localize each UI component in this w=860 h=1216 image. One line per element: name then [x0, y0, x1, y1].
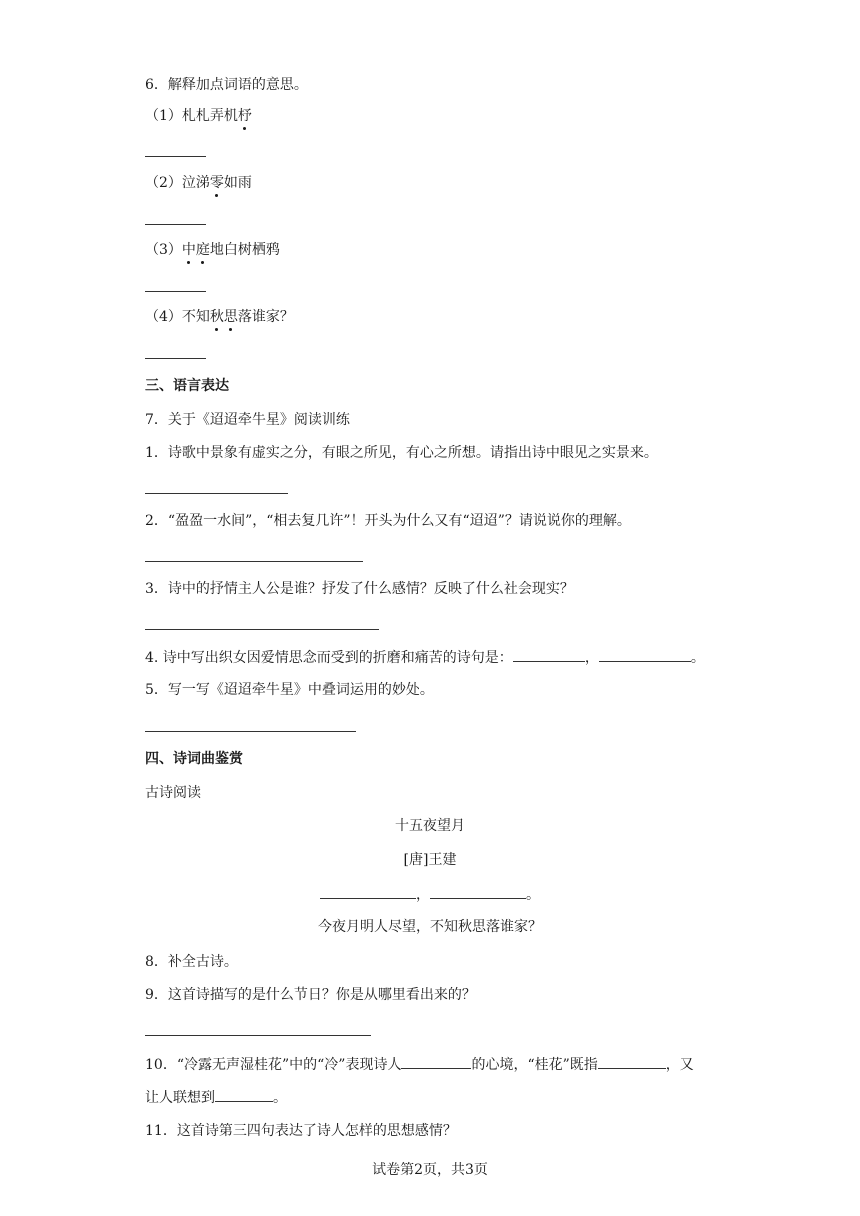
- q7-sub-2: 2．“盈盈一水间”，“相去复几许”！开头为什么又有“迢迢”？请说说你的理解。: [145, 513, 631, 529]
- q6-item-3-prefix: （3）: [145, 242, 182, 258]
- question-10-line-1: [145, 1054, 694, 1075]
- blank-poem-a[interactable]: [320, 884, 416, 899]
- answer-line-q7-3[interactable]: [145, 629, 379, 630]
- q6-item-4-suffix: 落谁家？: [237, 309, 294, 325]
- answer-line-q6-2[interactable]: [145, 224, 206, 225]
- question-6-title: 6．解释加点词语的意思。: [145, 77, 308, 93]
- poem-line-2: 今夜月明人尽望，不知秋思落谁家？: [318, 919, 542, 935]
- q7-sub-4: [145, 647, 705, 668]
- q6-item-3-dotted: 中庭: [181, 242, 210, 258]
- q10-text-a: 10．“冷露无声湿桂花”中的“冷”表现诗人: [145, 1057, 402, 1073]
- q7-sub-4-comma: ，: [584, 650, 599, 666]
- question-10-line-2: [145, 1087, 287, 1108]
- answer-line-q7-1[interactable]: [145, 493, 288, 494]
- blank-poem-b[interactable]: [430, 884, 526, 899]
- q6-item-4-prefix: （4）不知: [145, 309, 210, 325]
- poem-intro: 古诗阅读: [145, 785, 201, 801]
- q6-item-1-dotted: 杼: [237, 108, 252, 124]
- answer-line-q7-5[interactable]: [145, 731, 356, 732]
- question-9: 9．这首诗描写的是什么节日？你是从哪里看出来的？: [145, 987, 476, 1003]
- q6-item-4-dotted: 秋思: [209, 309, 238, 325]
- q7-sub-3: 3．诗中的抒情主人公是谁？抒发了什么感情？反映了什么社会现实？: [145, 581, 574, 597]
- section-4-heading: 四、诗词曲鉴赏: [145, 751, 243, 767]
- answer-line-q6-1[interactable]: [145, 156, 206, 157]
- blank-q7-4-a[interactable]: [513, 647, 585, 662]
- q7-sub-1: 1．诗歌中景象有虚实之分，有眼之所见，有心之所想。请指出诗中眼见之实景来。: [145, 445, 658, 461]
- q6-item-3: [145, 240, 280, 260]
- q10-text-c: ，又: [665, 1057, 694, 1073]
- blank-q10-b[interactable]: [598, 1054, 666, 1069]
- question-7-title: 7．关于《迢迢牵牛星》阅读训练: [145, 412, 350, 428]
- answer-line-q7-2[interactable]: [145, 561, 363, 562]
- question-11: 11．这首诗第三四句表达了诗人怎样的思想感情？: [145, 1123, 457, 1139]
- q6-item-4: [145, 307, 294, 327]
- q7-sub-5: 5．写一写《迢迢牵牛星》中叠词运用的妙处。: [145, 682, 434, 698]
- q6-item-1-prefix: （1）札札弄机: [145, 108, 238, 124]
- page-footer: 试卷第2页，共3页: [372, 1162, 488, 1178]
- poem-line-1-comma: ，: [416, 887, 430, 903]
- q10-text-b: 的心境，“桂花”既指: [471, 1057, 598, 1073]
- q6-item-2-dotted: 零: [209, 175, 224, 191]
- poem-author: [唐]王建: [403, 852, 457, 868]
- answer-line-q6-4[interactable]: [145, 358, 206, 359]
- q6-item-2-suffix: 如雨: [223, 175, 252, 191]
- answer-line-q9[interactable]: [145, 1035, 371, 1036]
- blank-q10-c[interactable]: [215, 1087, 273, 1102]
- blank-q7-4-b[interactable]: [599, 647, 691, 662]
- section-3-heading: 三、语言表达: [145, 378, 229, 394]
- q10-text-d: 让人联想到: [145, 1090, 215, 1106]
- poem-line-1-end: 。: [526, 887, 540, 903]
- q10-text-e: 。: [273, 1090, 287, 1106]
- q6-item-1: [145, 106, 252, 126]
- q7-sub-4-text: 4. 诗中写出织女因爱情思念而受到的折磨和痛苦的诗句是：: [145, 650, 513, 666]
- q6-item-2-prefix: （2）泣涕: [145, 175, 210, 191]
- q7-sub-4-end: 。: [690, 650, 705, 666]
- blank-q10-a[interactable]: [401, 1054, 471, 1069]
- poem-title: 十五夜望月: [395, 818, 465, 834]
- q6-item-2: [145, 173, 252, 193]
- q6-item-3-suffix: 地白树栖鸦: [209, 242, 280, 258]
- answer-line-q6-3[interactable]: [145, 291, 206, 292]
- poem-line-1: [0, 884, 860, 905]
- question-8: 8．补全古诗。: [145, 954, 238, 970]
